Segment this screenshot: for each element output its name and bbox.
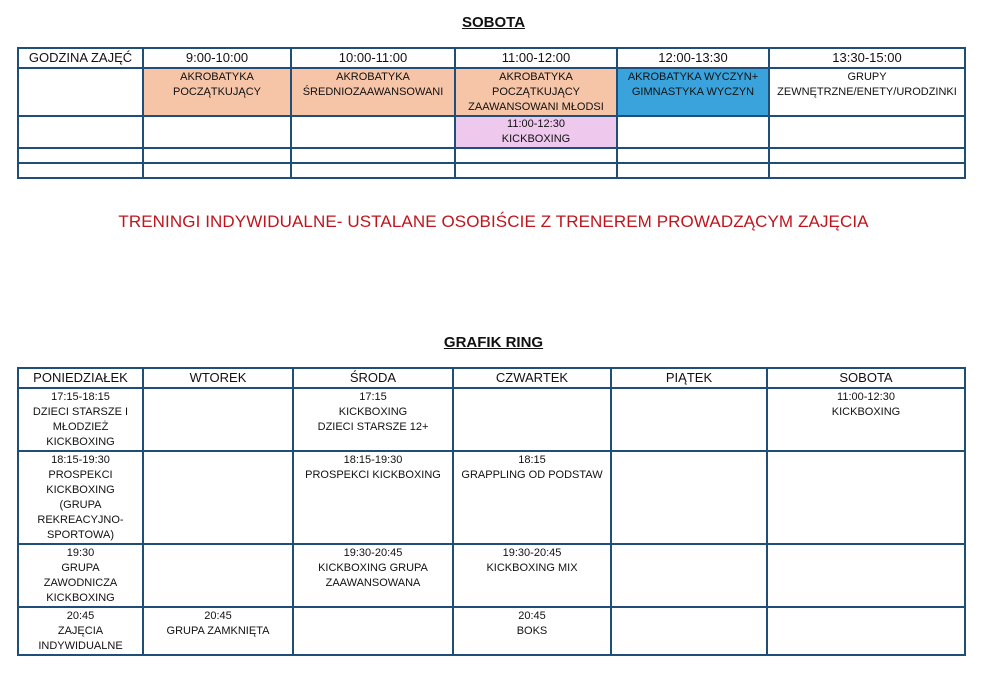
cell-line: 20:45	[66, 610, 95, 622]
table-cell	[767, 544, 965, 607]
table-cell	[455, 148, 617, 163]
table-header-row	[18, 368, 965, 388]
table-row	[18, 148, 965, 163]
class-cell	[18, 607, 143, 655]
cell-line: KICKBOXING	[501, 133, 571, 145]
ring-schedule-title: GRAFIK RING	[443, 334, 544, 351]
cell-line: POCZĄTKUJĄCY	[172, 86, 261, 98]
cell-line: KICKBOXING GRUPA	[318, 562, 428, 574]
table-cell	[143, 116, 291, 148]
header-cell-thursday: CZWARTEK	[453, 368, 611, 388]
cell-line: PROSPEKCI KICKBOXING	[305, 469, 441, 481]
cell-line: 18:15-19:30	[343, 454, 403, 466]
individual-training-note: TRENINGI INDYWIDUALNE- USTALANE OSOBIŚCIE Z TRENEREM PROWADZĄCYM ZAJĘCIA	[118, 212, 869, 231]
class-cell	[18, 388, 143, 451]
cell-line: AKROBATYKA	[180, 71, 254, 83]
cell-line: (GRUPA	[59, 499, 102, 511]
table-cell	[769, 148, 965, 163]
table-row	[18, 607, 965, 655]
cell-line: GRUPA	[61, 562, 100, 574]
table-cell	[617, 148, 769, 163]
class-cell	[293, 388, 453, 451]
cell-line: GRUPY	[847, 71, 887, 83]
table-cell	[769, 116, 965, 148]
header-cell: 10:00-11:00	[291, 48, 455, 68]
cell-line: KICKBOXING	[46, 592, 115, 604]
cell-line: 17:15-18:15	[51, 391, 110, 403]
table-cell	[291, 163, 455, 178]
cell-line: MŁODZIEŻ	[52, 421, 109, 433]
table-row	[18, 116, 965, 148]
cell-line: 19:30	[66, 547, 95, 559]
table-cell	[611, 544, 767, 607]
table-cell	[18, 163, 143, 178]
cell-line: 19:30-20:45	[502, 547, 562, 559]
table-cell	[767, 607, 965, 655]
table-cell	[611, 607, 767, 655]
table-row	[18, 68, 965, 116]
class-cell	[767, 388, 965, 451]
cell-line: ZEWNĘTRZNE/ENETY/URODZINKI	[777, 86, 957, 98]
header-cell: 13:30-15:00	[769, 48, 965, 68]
cell-line: AKROBATYKA WYCZYN+	[627, 71, 759, 83]
table-cell	[291, 116, 455, 148]
class-cell	[143, 607, 293, 655]
cell-line: 17:15	[359, 391, 387, 403]
cell-line: INDYWIDUALNE	[38, 640, 123, 652]
cell-line: 19:30-20:45	[343, 547, 403, 559]
class-cell	[18, 451, 143, 544]
cell-line: 20:45	[204, 610, 232, 622]
table-cell	[18, 116, 143, 148]
saturday-title: SOBOTA	[461, 14, 526, 31]
table-cell	[143, 163, 291, 178]
header-cell-friday: PIĄTEK	[611, 368, 767, 388]
cell-line: DZIECI STARSZE I	[32, 406, 129, 418]
header-cell-monday: PONIEDZIAŁEK	[18, 368, 143, 388]
cell-line: 18:15	[518, 454, 546, 466]
header-cell: 9:00-10:00	[143, 48, 291, 68]
header-cell: GODZINA ZAJĘĆ	[18, 48, 143, 68]
table-cell	[143, 388, 293, 451]
class-cell-acrobatics-mixed	[455, 68, 617, 116]
cell-line: DZIECI STARSZE 12+	[317, 421, 429, 433]
table-cell	[143, 544, 293, 607]
class-cell-acrobatics-beginner	[143, 68, 291, 116]
saturday-schedule-table	[17, 47, 966, 179]
table-cell	[453, 388, 611, 451]
cell-line: KICKBOXING	[831, 406, 901, 418]
cell-line: POCZĄTKUJĄCY	[491, 86, 580, 98]
cell-line: KICKBOXING	[338, 406, 408, 418]
header-cell-tuesday: WTOREK	[143, 368, 293, 388]
class-cell-acrobatics-intermediate	[291, 68, 455, 116]
cell-line: ZAAWANSOWANI MŁODSI	[468, 101, 604, 113]
table-cell	[18, 68, 143, 116]
cell-line: GRAPPLING OD PODSTAW	[461, 469, 603, 481]
table-row	[18, 388, 965, 451]
cell-line: GIMNASTYKA WYCZYN	[631, 86, 755, 98]
table-cell	[769, 163, 965, 178]
cell-line: 20:45	[518, 610, 546, 622]
cell-line: 11:00-12:30	[837, 391, 895, 403]
class-cell	[453, 607, 611, 655]
table-row	[18, 544, 965, 607]
class-cell-acrobatics-competitive	[617, 68, 769, 116]
header-cell: 11:00-12:00	[455, 48, 617, 68]
class-cell-kickboxing	[455, 116, 617, 148]
cell-line: ZAWODNICZA	[43, 577, 118, 589]
class-cell	[293, 451, 453, 544]
cell-line: KICKBOXING	[46, 484, 115, 496]
table-header-row	[18, 48, 965, 68]
cell-line: 18:15-19:30	[51, 454, 110, 466]
table-cell	[293, 607, 453, 655]
table-cell	[617, 116, 769, 148]
cell-line: SPORTOWA)	[46, 529, 115, 541]
cell-line: REKREACYJNO-	[37, 514, 124, 526]
cell-line: AKROBATYKA	[499, 71, 573, 83]
cell-line: ZAAWANSOWANA	[325, 577, 421, 589]
cell-line: 11:00-12:30	[507, 118, 565, 130]
class-cell	[453, 544, 611, 607]
class-cell	[453, 451, 611, 544]
cell-line: AKROBATYKA	[336, 71, 410, 83]
table-cell	[611, 451, 767, 544]
table-cell	[143, 451, 293, 544]
ring-schedule-table	[17, 367, 966, 656]
table-cell	[143, 148, 291, 163]
table-cell	[617, 163, 769, 178]
table-cell	[767, 451, 965, 544]
class-cell	[18, 544, 143, 607]
cell-line: BOKS	[516, 625, 548, 637]
class-cell	[293, 544, 453, 607]
cell-line: KICKBOXING	[46, 436, 115, 448]
table-cell	[18, 148, 143, 163]
class-cell-external-groups	[769, 68, 965, 116]
table-row	[18, 163, 965, 178]
header-cell-saturday: SOBOTA	[767, 368, 965, 388]
table-cell	[455, 163, 617, 178]
cell-line: KICKBOXING MIX	[486, 562, 578, 574]
cell-line: ZAJĘCIA	[57, 625, 104, 637]
cell-line: GRUPA ZAMKNIĘTA	[166, 625, 270, 637]
header-cell-wednesday: ŚRODA	[293, 368, 453, 388]
cell-line: ŚREDNIOZAAWANSOWANI	[302, 86, 444, 98]
table-cell	[611, 388, 767, 451]
table-cell	[291, 148, 455, 163]
cell-line: PROSPEKCI	[48, 469, 113, 481]
header-cell: 12:00-13:30	[617, 48, 769, 68]
table-row	[18, 451, 965, 544]
